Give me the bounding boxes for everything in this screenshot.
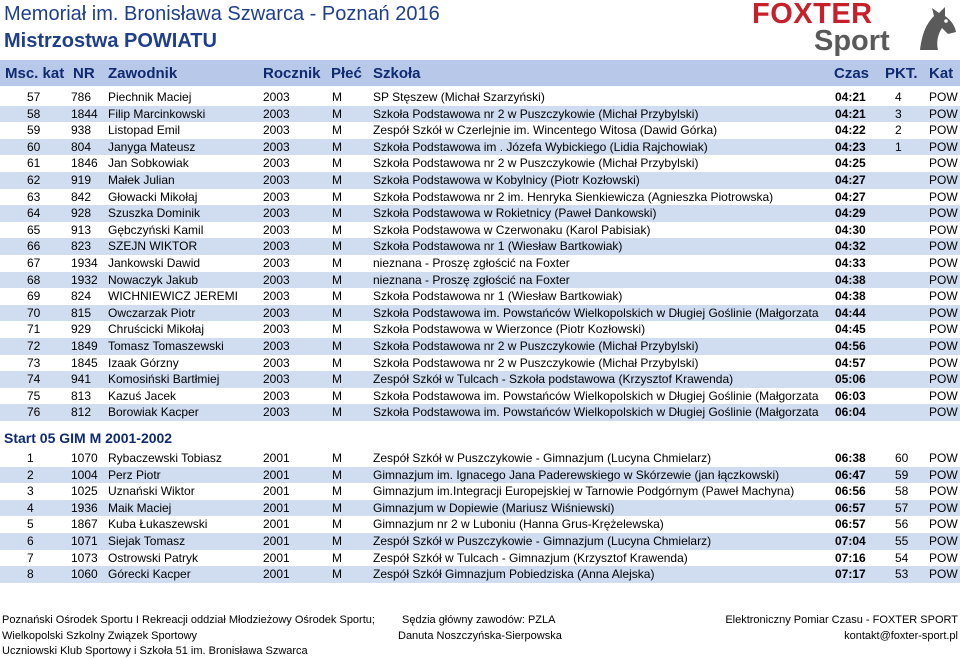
table-row — [0, 321, 960, 338]
table-row — [0, 222, 960, 239]
cell-kat: POW — [929, 90, 958, 104]
cell-sex: M — [332, 289, 342, 304]
footer-referee-label: Sędzia główny zawodów: PZLA — [402, 614, 556, 626]
cell-name: Uznański Wiktor — [108, 484, 195, 499]
cell-year: 2003 — [263, 189, 290, 204]
cell-sex: M — [332, 372, 342, 387]
cell-year: 2003 — [263, 239, 290, 254]
cell-nr: 1932 — [71, 272, 98, 287]
cell-nr: 823 — [71, 239, 92, 254]
cell-sex: M — [332, 517, 342, 532]
cell-time: 06:38 — [835, 451, 866, 465]
cell-sex: M — [332, 123, 342, 138]
cell-kat: POW — [929, 550, 958, 565]
cell-pkt: 3 — [895, 106, 902, 121]
table-row — [0, 189, 960, 206]
cell-name: Gębczyński Kamil — [108, 222, 204, 237]
cell-sex: M — [332, 339, 342, 353]
cell-school: Szkoła Podstawowa nr 2 im. Henryka Sienkiewicza (Agnieszka Piotrowska) — [373, 189, 774, 204]
cell-msc: 73 — [27, 355, 41, 370]
cell-nr: 1060 — [71, 567, 98, 582]
table-row — [0, 172, 960, 189]
page-subtitle: Mistrzostwa POWIATU — [4, 30, 217, 52]
table-row — [0, 404, 960, 421]
table-row — [0, 155, 960, 172]
cell-school: Zespół Szkół w Czerlejnie im. Wincentego Witosa (Dawid Górka) — [373, 123, 718, 138]
cell-nr: 1071 — [71, 534, 98, 548]
cell-year: 2003 — [263, 156, 290, 171]
cell-nr: 1846 — [71, 156, 98, 171]
cell-year: 2003 — [263, 256, 290, 270]
table-row — [0, 338, 960, 355]
cell-nr: 824 — [71, 289, 92, 304]
cell-time: 04:22 — [835, 123, 866, 138]
cell-kat: POW — [929, 500, 958, 515]
cell-kat: POW — [929, 339, 958, 353]
page-footer — [0, 610, 960, 658]
cell-msc: 69 — [27, 289, 41, 304]
cell-msc: 71 — [27, 322, 41, 337]
cell-year: 2003 — [263, 106, 290, 121]
cell-school: Szkoła Podstawowa nr 1 (Wiesław Bartkowiak) — [373, 239, 623, 254]
cell-sex: M — [332, 222, 342, 237]
cell-kat: POW — [929, 451, 958, 465]
cell-sex: M — [332, 206, 342, 221]
cell-name: Rybaczewski Tobiasz — [108, 451, 222, 465]
footer-organizer-3: Uczniowski Klub Sportowy i Szkoła 51 im. Bronisława Szwarca — [2, 645, 308, 657]
col-header-year: Rocznik — [263, 65, 321, 82]
cell-msc: 5 — [27, 517, 34, 532]
table-row — [0, 288, 960, 305]
cell-time: 04:25 — [835, 156, 866, 171]
table-row — [0, 122, 960, 139]
cell-pkt: 60 — [895, 451, 909, 465]
cell-sex: M — [332, 484, 342, 499]
cell-nr: 928 — [71, 206, 92, 221]
cell-kat: POW — [929, 189, 958, 204]
cell-kat: POW — [929, 123, 958, 138]
table-row — [0, 205, 960, 222]
table-row — [0, 238, 960, 255]
cell-time: 04:21 — [835, 106, 866, 121]
cell-name: Filip Marcinkowski — [108, 106, 206, 121]
cell-msc: 66 — [27, 239, 41, 254]
cell-time: 06:57 — [835, 500, 866, 515]
cell-sex: M — [332, 305, 342, 320]
cell-kat: POW — [929, 156, 958, 171]
cell-year: 2003 — [263, 405, 290, 420]
cell-msc: 57 — [27, 90, 41, 104]
cell-time: 04:23 — [835, 139, 866, 154]
col-header-time: Czas — [834, 65, 870, 82]
cell-msc: 75 — [27, 388, 41, 403]
foxter-sport-logo — [752, 2, 958, 56]
cell-kat: POW — [929, 222, 958, 237]
cell-kat: POW — [929, 239, 958, 254]
cell-time: 06:03 — [835, 388, 866, 403]
table-row — [0, 533, 960, 550]
cell-school: Zespół Szkół w Puszczykowie - Gimnazjum (Lucyna Chmielarz) — [373, 534, 712, 548]
cell-name: Listopad Emil — [108, 123, 181, 138]
table-row — [0, 450, 960, 467]
cell-nr: 812 — [71, 405, 92, 420]
cell-school: Szkoła Podstawowa im. Powstańców Wielkopolskich w Długiej Goślinie (Małgorzata — [373, 405, 819, 420]
cell-kat: POW — [929, 106, 958, 121]
cell-msc: 58 — [27, 106, 41, 121]
cell-nr: 842 — [71, 189, 92, 204]
table-row — [0, 255, 960, 272]
horse-head-icon — [912, 4, 958, 54]
table-row — [0, 550, 960, 567]
cell-year: 2003 — [263, 173, 290, 187]
footer-organizer-2: Wielkopolski Szkolny Związek Sportowy — [2, 630, 198, 642]
cell-kat: POW — [929, 467, 958, 482]
cell-year: 2001 — [263, 500, 290, 515]
cell-msc: 59 — [27, 123, 41, 138]
cell-nr: 813 — [71, 388, 92, 403]
cell-year: 2001 — [263, 467, 290, 482]
cell-sex: M — [332, 355, 342, 370]
table-row — [0, 106, 960, 123]
cell-nr: 1004 — [71, 467, 98, 482]
footer-organizer-1: Poznański Ośrodek Sportu I Rekreacji oddział Młodzieżowy Ośrodek Sportu; — [2, 614, 375, 626]
cell-nr: 1025 — [71, 484, 98, 499]
cell-name: Jankowski Dawid — [108, 256, 201, 270]
cell-time: 04:32 — [835, 239, 866, 254]
cell-msc: 64 — [27, 206, 41, 221]
footer-referee-name: Danuta Noszczyńska-Sierpowska — [398, 630, 562, 642]
cell-time: 04:30 — [835, 222, 866, 237]
cell-name: Siejak Tomasz — [108, 534, 186, 548]
cell-year: 2003 — [263, 272, 290, 287]
cell-kat: POW — [929, 206, 958, 221]
cell-msc: 63 — [27, 189, 41, 204]
table-row — [0, 305, 960, 322]
cell-sex: M — [332, 256, 342, 270]
cell-time: 04:44 — [835, 305, 866, 320]
cell-sex: M — [332, 405, 342, 420]
cell-time: 06:47 — [835, 467, 866, 482]
cell-name: Chruścicki Mikołaj — [108, 322, 205, 337]
cell-name: Szuszka Dominik — [108, 206, 201, 221]
cell-nr: 913 — [71, 222, 92, 237]
cell-sex: M — [332, 388, 342, 403]
col-header-school: Szkoła — [373, 65, 421, 82]
cell-nr: 1867 — [71, 517, 98, 532]
cell-pkt: 57 — [895, 500, 909, 515]
cell-pkt: 58 — [895, 484, 909, 499]
cell-year: 2001 — [263, 550, 290, 565]
cell-kat: POW — [929, 517, 958, 532]
cell-msc: 8 — [27, 567, 34, 582]
cell-pkt: 55 — [895, 534, 909, 548]
cell-nr: 786 — [71, 90, 92, 104]
cell-nr: 1844 — [71, 106, 98, 121]
cell-time: 04:38 — [835, 289, 866, 304]
cell-nr: 1845 — [71, 355, 98, 370]
cell-school: Szkoła Podstawowa w Kobylnicy (Piotr Kozłowski) — [373, 173, 640, 187]
cell-nr: 938 — [71, 123, 92, 138]
cell-time: 07:17 — [835, 567, 866, 582]
cell-year: 2001 — [263, 484, 290, 499]
col-header-name: Zawodnik — [108, 65, 178, 82]
cell-nr: 1070 — [71, 451, 98, 465]
cell-kat: POW — [929, 305, 958, 320]
cell-time: 04:33 — [835, 256, 866, 270]
footer-timing: Elektroniczny Pomiar Czasu - FOXTER SPORT — [725, 614, 958, 626]
cell-school: Szkoła Podstawowa im. Powstańców Wielkopolskich w Długiej Goślinie (Małgorzata — [373, 388, 819, 403]
cell-sex: M — [332, 550, 342, 565]
cell-kat: POW — [929, 372, 958, 387]
table-header — [0, 60, 960, 86]
cell-pkt: 2 — [895, 123, 902, 138]
cell-name: Komosiński Bartłmiej — [108, 372, 220, 387]
cell-name: Borowiak Kacper — [108, 405, 199, 420]
cell-msc: 62 — [27, 173, 41, 187]
cell-year: 2003 — [263, 339, 290, 353]
cell-year: 2003 — [263, 206, 290, 221]
cell-time: 04:57 — [835, 355, 866, 370]
cell-name: Kazuś Jacek — [108, 388, 177, 403]
cell-msc: 74 — [27, 372, 41, 387]
cell-nr: 929 — [71, 322, 92, 337]
cell-time: 07:04 — [835, 534, 866, 548]
cell-sex: M — [332, 90, 342, 104]
table-row — [0, 388, 960, 405]
cell-name: Ostrowski Patryk — [108, 550, 199, 565]
cell-nr: 1073 — [71, 550, 98, 565]
cell-time: 06:04 — [835, 405, 866, 420]
cell-kat: POW — [929, 322, 958, 337]
table-row — [0, 566, 960, 583]
cell-kat: POW — [929, 405, 958, 420]
table-row — [0, 516, 960, 533]
cell-msc: 61 — [27, 156, 41, 171]
cell-pkt: 1 — [895, 139, 902, 154]
footer-contact-email[interactable]: kontakt@foxter-sport.pl — [844, 630, 958, 642]
cell-msc: 2 — [27, 467, 34, 482]
cell-sex: M — [332, 272, 342, 287]
cell-year: 2001 — [263, 451, 290, 465]
cell-year: 2003 — [263, 322, 290, 337]
cell-nr: 1936 — [71, 500, 98, 515]
cell-sex: M — [332, 534, 342, 548]
cell-msc: 1 — [27, 451, 34, 465]
col-header-sex: Płeć — [331, 65, 362, 82]
cell-sex: M — [332, 156, 342, 171]
cell-school: SP Stęszew (Michał Szarzyński) — [373, 90, 545, 104]
cell-year: 2003 — [263, 388, 290, 403]
cell-school: Szkoła Podstawowa nr 1 (Wiesław Bartkowiak) — [373, 289, 623, 304]
cell-sex: M — [332, 500, 342, 515]
cell-nr: 941 — [71, 372, 92, 387]
cell-time: 04:21 — [835, 90, 866, 104]
cell-time: 07:16 — [835, 550, 866, 565]
cell-name: SZEJN WIKTOR — [108, 239, 198, 254]
cell-school: Szkoła Podstawowa w Wierzonce (Piotr Kozłowski) — [373, 322, 646, 337]
page-title: Memoriał im. Bronisława Szwarca - Poznań 2016 — [4, 3, 440, 25]
cell-time: 04:29 — [835, 206, 866, 221]
table-row — [0, 272, 960, 289]
cell-sex: M — [332, 173, 342, 187]
col-header-nr: NR — [73, 65, 95, 82]
cell-name: Górecki Kacper — [108, 567, 191, 582]
cell-sex: M — [332, 106, 342, 121]
cell-school: Zespół Szkół Gimnazjum Pobiedziska (Anna Alejska) — [373, 567, 655, 582]
cell-school: nieznana - Proszę zgłościć na Foxter — [373, 272, 570, 287]
cell-nr: 1849 — [71, 339, 98, 353]
cell-pkt: 59 — [895, 467, 909, 482]
cell-kat: POW — [929, 173, 958, 187]
cell-nr: 815 — [71, 305, 92, 320]
cell-school: Szkoła Podstawowa nr 2 w Puszczykowie (Michał Przybylski) — [373, 355, 699, 370]
cell-school: nieznana - Proszę zgłościć na Foxter — [373, 256, 570, 270]
cell-sex: M — [332, 239, 342, 254]
cell-name: Perz Piotr — [108, 467, 161, 482]
section-title: Start 05 GIM M 2001-2002 — [4, 430, 173, 446]
cell-msc: 3 — [27, 484, 34, 499]
cell-time: 06:56 — [835, 484, 866, 499]
table-row — [0, 89, 960, 106]
cell-time: 04:56 — [835, 339, 866, 353]
cell-time: 06:57 — [835, 517, 866, 532]
cell-time: 04:27 — [835, 189, 866, 204]
cell-kat: POW — [929, 355, 958, 370]
cell-year: 2001 — [263, 567, 290, 582]
cell-nr: 1934 — [71, 256, 98, 270]
cell-name: Janyga Mateusz — [108, 139, 196, 154]
table-row — [0, 500, 960, 517]
col-header-pkt: PKT. — [885, 65, 918, 82]
cell-school: Zespół Szkół w Tulcach - Gimnazjum (Krzysztof Krawenda) — [373, 550, 688, 565]
cell-name: Piechnik Maciej — [108, 90, 192, 104]
cell-kat: POW — [929, 256, 958, 270]
cell-school: Gimnazjum im.Integracji Europejskiej w Tarnowie Podgórnym (Paweł Machyna) — [373, 484, 795, 499]
cell-nr: 919 — [71, 173, 92, 187]
cell-year: 2003 — [263, 123, 290, 138]
cell-name: Tomasz Tomaszewski — [108, 339, 224, 353]
table-row — [0, 371, 960, 388]
cell-sex: M — [332, 467, 342, 482]
table-row — [0, 139, 960, 156]
table-row — [0, 483, 960, 500]
cell-year: 2003 — [263, 372, 290, 387]
col-header-msc: Msc. kat — [5, 65, 65, 82]
cell-msc: 70 — [27, 305, 41, 320]
cell-msc: 60 — [27, 139, 41, 154]
cell-school: Szkoła Podstawowa nr 2 w Puszczykowie (Michał Przybylski) — [373, 156, 699, 171]
cell-year: 2003 — [263, 355, 290, 370]
cell-name: Owczarzak Piotr — [108, 305, 196, 320]
cell-name: Nowaczyk Jakub — [108, 272, 199, 287]
cell-kat: POW — [929, 272, 958, 287]
cell-name: Izaak Górzny — [108, 355, 179, 370]
cell-year: 2001 — [263, 534, 290, 548]
cell-sex: M — [332, 567, 342, 582]
cell-school: Szkoła Podstawowa w Czerwonaku (Karol Pabisiak) — [373, 222, 651, 237]
cell-year: 2001 — [263, 517, 290, 532]
cell-time: 04:27 — [835, 173, 866, 187]
logo-text-foxter: FOXTER — [752, 0, 873, 30]
cell-pkt: 54 — [895, 550, 909, 565]
cell-msc: 6 — [27, 534, 34, 548]
cell-name: WICHNIEWICZ JEREMI — [108, 289, 238, 304]
cell-kat: POW — [929, 534, 958, 548]
cell-sex: M — [332, 322, 342, 337]
cell-pkt: 56 — [895, 517, 909, 532]
cell-msc: 76 — [27, 405, 41, 420]
cell-school: Szkoła Podstawowa im . Józefa Wybickiego (Lidia Rajchowiak) — [373, 139, 708, 154]
cell-year: 2003 — [263, 289, 290, 304]
table-row — [0, 355, 960, 372]
cell-sex: M — [332, 451, 342, 465]
cell-year: 2003 — [263, 139, 290, 154]
cell-name: Kuba Łukaszewski — [108, 517, 208, 532]
cell-year: 2003 — [263, 305, 290, 320]
cell-name: Małek Julian — [108, 173, 175, 187]
cell-msc: 72 — [27, 339, 41, 353]
cell-school: Szkoła Podstawowa nr 2 w Puszczykowie (Michał Przybylski) — [373, 106, 699, 121]
cell-pkt: 4 — [895, 90, 902, 104]
logo-text-sport: Sport — [814, 25, 890, 57]
cell-kat: POW — [929, 567, 958, 582]
cell-msc: 65 — [27, 222, 41, 237]
cell-sex: M — [332, 189, 342, 204]
cell-msc: 68 — [27, 272, 41, 287]
cell-name: Głowacki Mikołaj — [108, 189, 198, 204]
cell-nr: 804 — [71, 139, 92, 154]
table-row — [0, 467, 960, 484]
cell-kat: POW — [929, 289, 958, 304]
cell-time: 04:38 — [835, 272, 866, 287]
cell-time: 04:45 — [835, 322, 866, 337]
cell-school: Szkoła Podstawowa nr 2 w Puszczykowie (Michał Przybylski) — [373, 339, 699, 353]
cell-kat: POW — [929, 388, 958, 403]
cell-time: 05:06 — [835, 372, 866, 387]
cell-kat: POW — [929, 139, 958, 154]
cell-school: Gimnazjum w Dopiewie (Mariusz Wiśniewski) — [373, 500, 615, 515]
col-header-kat: Kat — [929, 65, 954, 82]
cell-name: Maik Maciej — [108, 500, 172, 515]
cell-pkt: 53 — [895, 567, 909, 582]
cell-year: 2003 — [263, 90, 290, 104]
cell-school: Zespół Szkół w Puszczykowie - Gimnazjum (Lucyna Chmielarz) — [373, 451, 712, 465]
cell-sex: M — [332, 139, 342, 154]
cell-school: Szkoła Podstawowa w Rokietnicy (Paweł Dankowski) — [373, 206, 657, 221]
cell-msc: 67 — [27, 256, 41, 270]
cell-school: Szkoła Podstawowa im. Powstańców Wielkopolskich w Długiej Goślinie (Małgorzata — [373, 305, 819, 320]
cell-year: 2003 — [263, 222, 290, 237]
cell-msc: 7 — [27, 550, 34, 565]
cell-name: Jan Sobkowiak — [108, 156, 189, 171]
cell-kat: POW — [929, 484, 958, 499]
cell-school: Gimnazjum nr 2 w Luboniu (Hanna Grus-Krężelewska) — [373, 517, 664, 532]
cell-school: Zespół Szkół w Tulcach - Szkoła podstawowa (Krzysztof Krawenda) — [373, 372, 734, 387]
cell-school: Gimnazjum im. Ignacego Jana Paderewskiego w Skórzewie (jan łączkowski) — [373, 467, 780, 482]
cell-msc: 4 — [27, 500, 34, 515]
